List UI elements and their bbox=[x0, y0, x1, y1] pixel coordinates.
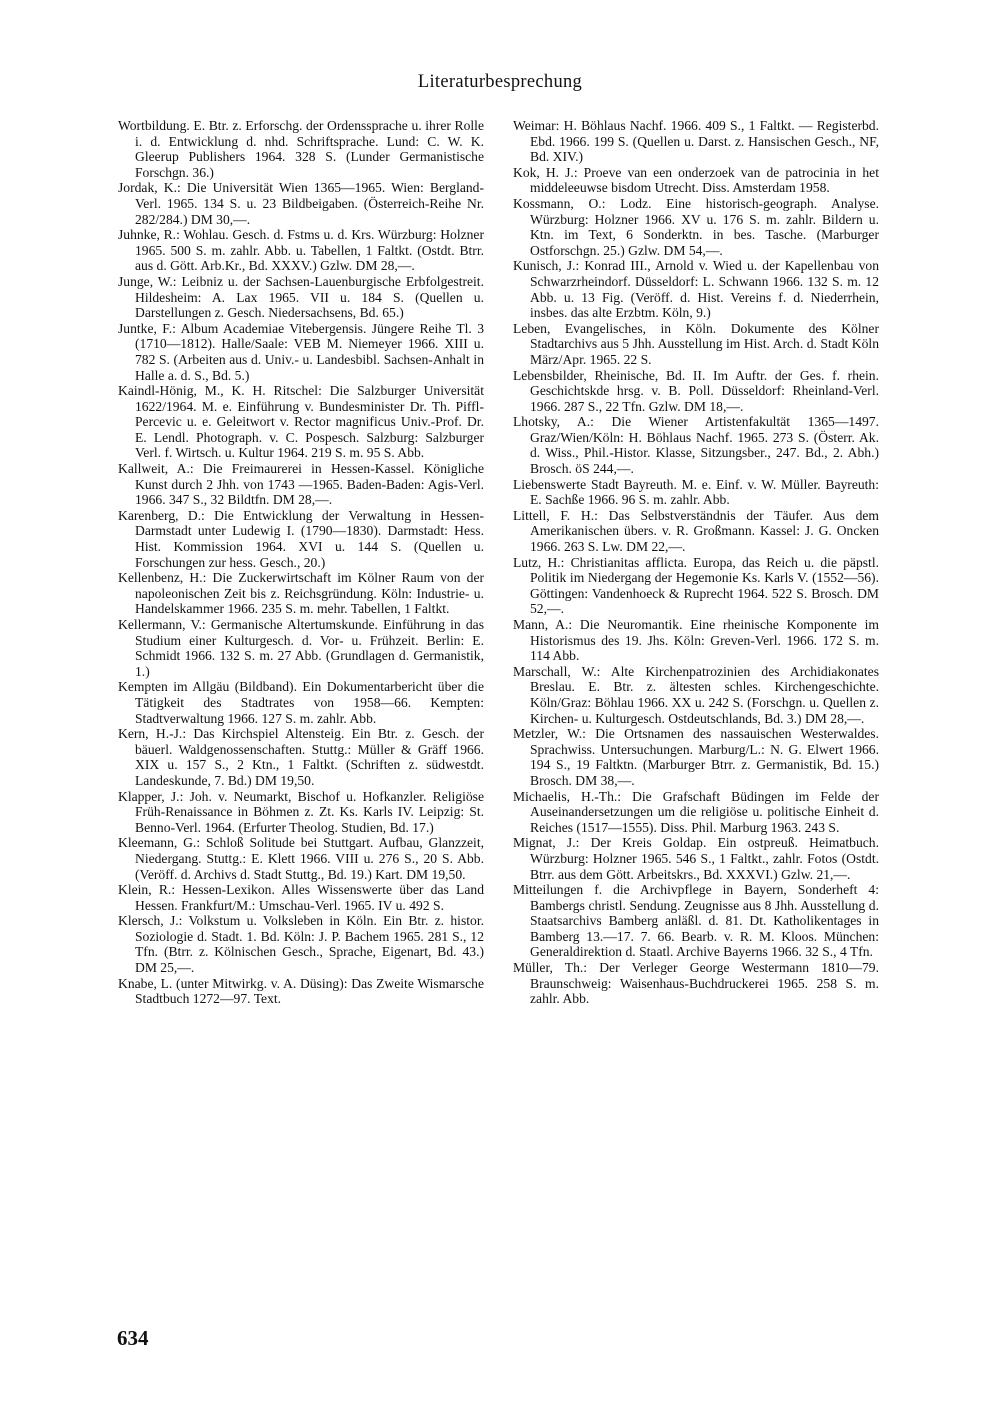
bibliography-entry: Michaelis, H.-Th.: Die Grafschaft Büdingen im Felde der Auseinandersetzungen um die religiöse u. politische Einheit d. Reiches (1517—1555). Diss. Phil. Marburg 1963. 243 S. bbox=[513, 788, 879, 835]
bibliography-entry: Jordak, K.: Die Universität Wien 1365—1965. Wien: Bergland-Verl. 1965. 134 S. u. 23 Bildbeigaben. (Österreich-Reihe Nr. 282/284.) DM 30,—. bbox=[118, 180, 484, 227]
bibliography-entry: Juhnke, R.: Wohlau. Gesch. d. Fstms u. d. Krs. Würzburg: Holzner 1965. 500 S. m. zahlr. Abb. u. Tabellen, 1 Faltkt. (Ostdt. Btrr. aus d. Gött. Arb.Kr., Bd. XXXV.) Gzlw. DM 28,—. bbox=[118, 227, 484, 274]
bibliography-entry: Kunisch, J.: Konrad III., Arnold v. Wied u. der Kapellenbau von Schwarzrheindorf. Düsseldorf: L. Schwann 1966. 132 S. m. 12 Abb. u. 13 Fig. (Veröff. d. Hist. Vereins f. d. Niederrhein, insbes. das alte Erzbtm. Köln, 9.) bbox=[513, 258, 879, 321]
bibliography-entry-continued: Weimar: H. Böhlaus Nachf. 1966. 409 S., 1 Faltkt. — Registerbd. Ebd. 1966. 199 S. (Quellen u. Darst. z. Hansischen Gesch., NF, Bd. XIV.) bbox=[513, 118, 879, 165]
bibliography-entry: Klein, R.: Hessen-Lexikon. Alles Wissenswerte über das Land Hessen. Frankfurt/M.: Umschau-Verl. 1965. IV u. 492 S. bbox=[118, 882, 484, 913]
bibliography-entry: Mann, A.: Die Neuromantik. Eine rheinische Komponente im Historismus des 19. Jhs. Köln: Greven-Verl. 1966. 172 S. m. 114 Abb. bbox=[513, 617, 879, 664]
bibliography-entry: Kern, H.-J.: Das Kirchspiel Altensteig. Ein Btr. z. Gesch. der bäuerl. Waldgenossenschaften. Stuttg.: Müller & Gräff 1966. XIX u. 157 S., 2 Ktn., 1 Faltkt. (Schriften z. südwestdt. Landeskunde, 7. Bd.) DM 19,50. bbox=[118, 726, 484, 788]
bibliography-entry: Klersch, J.: Volkstum u. Volksleben in Köln. Ein Btr. z. histor. Soziologie d. Stadt. 1. Bd. Köln: J. P. Bachem 1965. 281 S., 12 Tfn. (Btrr. z. Kölnischen Gesch., Sprache, Eigenart, Bd. 43.) DM 25,—. bbox=[118, 913, 484, 976]
bibliography-entry: Kellenbenz, H.: Die Zuckerwirtschaft im Kölner Raum von der napoleonischen Zeit bis z. Reichsgründung. Köln: Industrie- u. Handelskammer 1966. 235 S. m. mehr. Tabellen, 1 Faltkt. bbox=[118, 570, 484, 617]
left-column bbox=[118, 118, 484, 1007]
bibliography-entry: Liebenswerte Stadt Bayreuth. M. e. Einf. v. W. Müller. Bayreuth: E. Sachße 1966. 96 S. m. zahlr. Abb. bbox=[513, 476, 879, 508]
bibliography-entry: Kossmann, O.: Lodz. Eine historisch-geograph. Analyse. Würzburg: Holzner 1966. XV u. 176 S. m. zahlr. Bildern u. Ktn. im Text, 6 Sonderktn. in bes. Tasche. (Marburger Ostforschgn. 25.) Gzlw. DM 54,—. bbox=[513, 195, 879, 258]
bibliography-entry: Lebensbilder, Rheinische, Bd. II. Im Auftr. der Ges. f. rhein. Geschichtskde hrsg. v. B. Poll. Düsseldorf: Rheinland-Verl. 1966. 287 S., 22 Tfn. Gzlw. DM 18,—. bbox=[513, 367, 879, 414]
bibliography-entry: Knabe, L. (unter Mitwirkg. v. A. Düsing): Das Zweite Wismarsche Stadtbuch 1272—97. Text. bbox=[118, 975, 484, 1007]
bibliography-entry: Kok, H. J.: Proeve van een onderzoek van de patrocinia in het middeleeuwse bisdom Utrecht. Diss. Amsterdam 1958. bbox=[513, 164, 879, 196]
bibliography-entry: Juntke, F.: Album Academiae Vitebergensis. Jüngere Reihe Tl. 3 (1710—1812). Halle/Saale: VEB M. Niemeyer 1966. XIII u. 782 S. (Arbeiten aus d. Univ.- u. Landesbibl. Sachsen-Anhalt in Halle a. d. S., Bd. 5.) bbox=[118, 320, 484, 383]
bibliography-entry: Kleemann, G.: Schloß Solitude bei Stuttgart. Aufbau, Glanzzeit, Niedergang. Stuttg.: E. Klett 1966. VIII u. 276 S., 20 S. Abb. (Veröff. d. Archivs d. Stadt Stuttg., Bd. 19.) Kart. DM 19,50. bbox=[118, 835, 484, 882]
page-number: 634 bbox=[117, 1326, 149, 1350]
bibliography-entry: Mitteilungen f. die Archivpflege in Bayern, Sonderheft 4: Bambergs christl. Sendung. Zeugnisse aus 8 Jhh. Ausstellung d. Staatsarchivs Bamberg anläßl. d. 81. Dt. Katholikentages in Bamberg 13.—17. 7. 66. Bearb. v. R. M. Kloos. München: Generaldirektion d. Staatl. Archive Bayerns 1966. 32 S., 4 Tfn. bbox=[513, 882, 879, 960]
bibliography-entry: Kallweit, A.: Die Freimaurerei in Hessen-Kassel. Königliche Kunst durch 2 Jhh. von 1743 —1965. Baden-Baden: Agis-Verl. 1966. 347 S., 32 Bildtfn. DM 28,—. bbox=[118, 461, 484, 508]
bibliography-entry: Klapper, J.: Joh. v. Neumarkt, Bischof u. Hofkanzler. Religiöse Früh-Renaissance in Böhmen z. Zt. Ks. Karls IV. Leipzig: St. Benno-Verl. 1964. (Erfurter Theolog. Studien, Bd. 17.) bbox=[118, 788, 484, 835]
right-column bbox=[513, 118, 879, 1007]
bibliography-entry: Wortbildung. E. Btr. z. Erforschg. der Ordenssprache u. ihrer Rolle i. d. Entwicklung d. nhd. Schriftsprache. Lund: C. W. K. Gleerup Publishers 1964. 328 S. (Lunder Germanistische Forschgn. 36.) bbox=[118, 118, 484, 180]
bibliography-entry: Kaindl-Hönig, M., K. H. Ritschel: Die Salzburger Universität 1622/1964. M. e. Einführung v. Bundesminister Dr. Th. Piffl-Percevic u. e. Geleitwort v. Rector magnificus Univ.-Prof. Dr. E. Lendl. Photograph. v. C. Pospesch. Salzburg: Salzburger Verl. f. Wirtsch. u. Kultur 1964. 219 S. m. 95 S. Abb. bbox=[118, 383, 484, 461]
bibliography-entry: Metzler, W.: Die Ortsnamen des nassauischen Westerwaldes. Sprachwiss. Untersuchungen. Marburg/L.: N. G. Elwert 1966. 194 S., 19 Faltktn. (Marburger Btrr. z. Germanistik, Bd. 15.) Brosch. DM 38,—. bbox=[513, 726, 879, 788]
bibliography-entry: Marschall, W.: Alte Kirchenpatrozinien des Archidiakonates Breslau. E. Btr. z. ältesten schles. Kirchengeschichte. Köln/Graz: Böhlau 1966. XX u. 242 S. (Forschgn. u. Quellen z. Kirchen- u. Kulturgesch. Ostdeutschlands, Bd. 3.) DM 28,—. bbox=[513, 663, 879, 726]
running-title: Literaturbesprechung bbox=[417, 72, 583, 92]
bibliography-entry: Littell, F. H.: Das Selbstverständnis der Täufer. Aus dem Amerikanischen übers. v. R. Großmann. Kassel: J. G. Oncken 1966. 263 S. Lw. DM 22,—. bbox=[513, 507, 879, 555]
page-header bbox=[0, 72, 1000, 93]
bibliography-entry: Leben, Evangelisches, in Köln. Dokumente des Kölner Stadtarchivs aus 5 Jhh. Ausstellung im Hist. Arch. d. Stadt Köln März/Apr. 1965. 22 S. bbox=[513, 320, 879, 367]
bibliography-entry: Karenberg, D.: Die Entwicklung der Verwaltung in Hessen-Darmstadt unter Ludewig I. (1790—1830). Darmstadt: Hess. Hist. Kommission 1964. XVI u. 144 S. (Quellen u. Forschungen zur hess. Gesch., 20.) bbox=[118, 507, 484, 570]
bibliography-entry: Kellermann, V.: Germanische Altertumskunde. Einführung in das Studium einer Kulturgesch. d. Vor- u. Frühzeit. Berlin: E. Schmidt 1966. 132 S. m. 27 Abb. (Grundlagen d. Germanistik, 1.) bbox=[118, 617, 484, 679]
bibliography-entry: Lutz, H.: Christianitas afflicta. Europa, das Reich u. die päpstl. Politik im Niedergang der Hegemonie Ks. Karls V. (1552—56). Göttingen: Vandenhoeck & Ruprecht 1964. 522 S. Brosch. DM 52,—. bbox=[513, 554, 879, 617]
bibliography-entry: Müller, Th.: Der Verleger George Westermann 1810—79. Braunschweig: Waisenhaus-Buchdruckerei 1965. 258 S. m. zahlr. Abb. bbox=[513, 960, 879, 1007]
bibliography-entry: Mignat, J.: Der Kreis Goldap. Ein ostpreuß. Heimatbuch. Würzburg: Holzner 1965. 546 S., 1 Faltkt., zahlr. Fotos (Ostdt. Btrr. aus dem Gött. Arbeitskrs., Bd. XXXVI.) Gzlw. 21,—. bbox=[513, 835, 879, 882]
bibliography-entry: Lhotsky, A.: Die Wiener Artistenfakultät 1365—1497. Graz/Wien/Köln: H. Böhlaus Nachf. 1965. 273 S. (Österr. Ak. d. Wiss., Phil.-Histor. Klasse, Sitzungsber., 247. Bd., 2. Abh.) Brosch. öS 244,—. bbox=[513, 414, 879, 477]
bibliography-entry: Junge, W.: Leibniz u. der Sachsen-Lauenburgische Erbfolgestreit. Hildesheim: A. Lax 1965. VII u. 184 S. (Quellen u. Darstellungen z. Gesch. Niedersachsens, Bd. 65.) bbox=[118, 273, 484, 321]
bibliography-entry: Kempten im Allgäu (Bildband). Ein Dokumentarbericht über die Tätigkeit des Stadtrates von 1958—66. Kempten: Stadtverwaltung 1966. 127 S. m. zahlr. Abb. bbox=[118, 679, 484, 726]
